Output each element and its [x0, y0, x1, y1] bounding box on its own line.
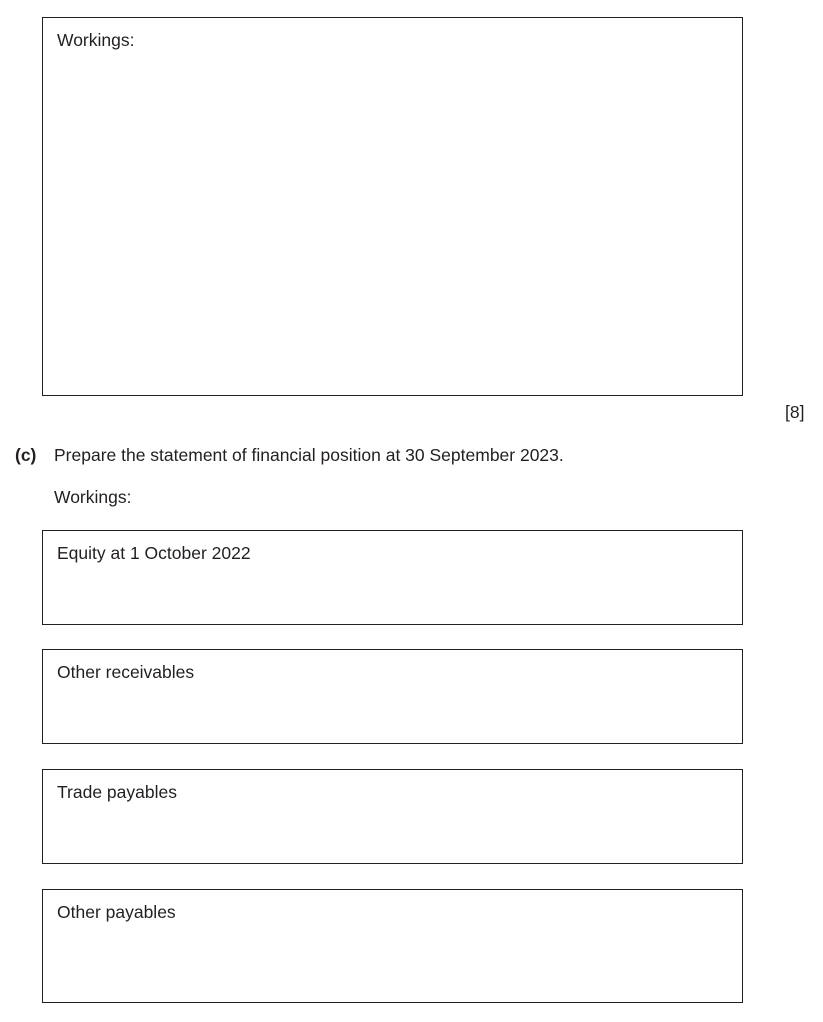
other-payables-answer-box[interactable] — [42, 889, 743, 1003]
other-payables-box-label: Other payables — [57, 902, 176, 922]
other-receivables-answer-box[interactable] — [42, 649, 743, 744]
trade-payables-answer-box[interactable] — [42, 769, 743, 864]
workings-label-c: Workings: — [54, 487, 132, 507]
equity-box-label: Equity at 1 October 2022 — [57, 543, 251, 563]
marks-allocation: [8] — [785, 402, 805, 422]
other-receivables-box-label: Other receivables — [57, 662, 195, 682]
question-part-label: (c) — [15, 445, 37, 465]
workings-label-b: Workings: — [57, 30, 135, 50]
equity-answer-box[interactable] — [42, 530, 743, 625]
question-text: Prepare the statement of financial position at 30 September 2023. — [54, 445, 564, 465]
workings-answer-box-b[interactable] — [42, 17, 743, 396]
trade-payables-box-label: Trade payables — [57, 782, 177, 802]
